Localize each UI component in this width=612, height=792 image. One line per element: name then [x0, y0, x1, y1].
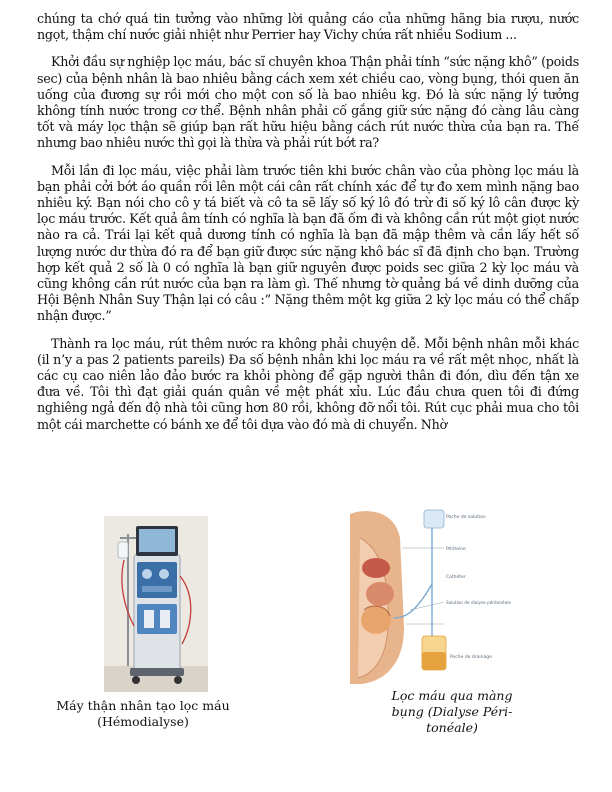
label-drainage: Poche de drainage [450, 655, 492, 660]
figure-hemodialysis [56, 516, 230, 730]
paragraph-3: Mỗi lần đi lọc máu, việc phải làm trước tiên khi bước chân vào của phòng lọc máu là bạn phải cởi bớt áo quần rồi lên một cái cân rất chính xác để tự đo xem mình nặng bao nhiêu ký. Bạn nói cho cô y tá biết và cô ta sẽ lấy số ký lô đó trừ đi số ký lô cân được kỳ lọc máu trước. Kết quả âm tính có nghĩa là bạn đã ốm đi và không cần rút một giọt nước nào ra cả. Trái lại kết quả dương tính có nghĩa là bạn đã mập thêm và cần lấy hết số lượng nước dư thừa đó ra để bạn giữ được sức nặng khô bác sĩ đã định cho bạn. Trường hợp kết quả 2 số là 0 có nghĩa là bạn giữ nguyên được poids sec giữa 2 kỳ lọc máu và cũng không cần rút nước của bạn ra làm gì. Thế nhưng tờ quảng bá về dinh dưỡng của Hội Bệnh Nhân Suy Thận lại có câu :” Nặng thêm một kg giữa 2 kỳ lọc máu có thể chấp nhận được.” [37, 162, 579, 324]
hemodialysis-machine-photo [104, 516, 208, 692]
paragraph-1: chúng ta chớ quá tin tưởng vào những lời quảng cáo của những hãng bia rượu, nước ngọt, thậm chí nước giải nhiệt như Perrier hay Vichy chứa rất nhiều Sodium ... [37, 11, 579, 43]
peritoneal-dialysis-diagram [350, 508, 511, 684]
peritoneal-caption: Lọc máu qua màng bụng (Dialyse Péri- tonéale) [391, 688, 513, 735]
paragraph-2: Khởi đầu sự nghiệp lọc máu, bác sĩ chuyên khoa Thận phải tính “sức nặng khô” (poids sec) của bệnh nhân là bao nhiêu bằng cách xem xét chiều cao, vòng bụng, thói quen ăn uống của đương sự rồi mới cho một con số là bao nhiêu kg. Đó là sức nặng lý tưởng không tính nước trong cơ thể. Bệnh nhân phải cố gắng giữ sức nặng đó càng lâu càng tốt và máy lọc thận sẽ giúp bạn rất hữu hiệu bằng cách rút nước thừa của bạn ra. Thế nhưng bao nhiêu nước thì gọi là thừa và phải rút bớt ra? [37, 54, 579, 151]
figure-peritoneal-dialysis [344, 508, 540, 736]
label-peritoine: Péritoine [446, 547, 466, 552]
label-poche: Poche de solution [446, 515, 486, 520]
label-catheter: Cathéter [446, 575, 466, 580]
article-body [37, 11, 579, 444]
hemodialysis-caption: Máy thận nhân tạo lọc máu (Hémodialyse) [56, 698, 230, 729]
paragraph-4: Thành ra lọc máu, rút thêm nước ra không phải chuyện dễ. Mỗi bệnh nhân mỗi khác (il n’y a pas 2 patients pareils) Đa số bệnh nhân khi lọc máu ra về rất mệt nhọc, nhất là các cụ cao niên lảo đảo bước ra khỏi phòng để gặp người thân đi đón, dìu đến tận xe đưa về. Tôi thì đạt giải quán quân về mệt phát xỉu. Lúc đầu chưa quen tôi đi đứng nghiêng ngả đến độ nhà tôi cũng hơn 80 rồi, không đỡ nổi tôi. Rút cục phải mua cho tôi một cái marchette có bánh xe để tôi dựa vào đó mà di chuyển. Nhờ [37, 335, 579, 432]
label-solution: Solution de dialyse péritonéale [446, 600, 511, 605]
